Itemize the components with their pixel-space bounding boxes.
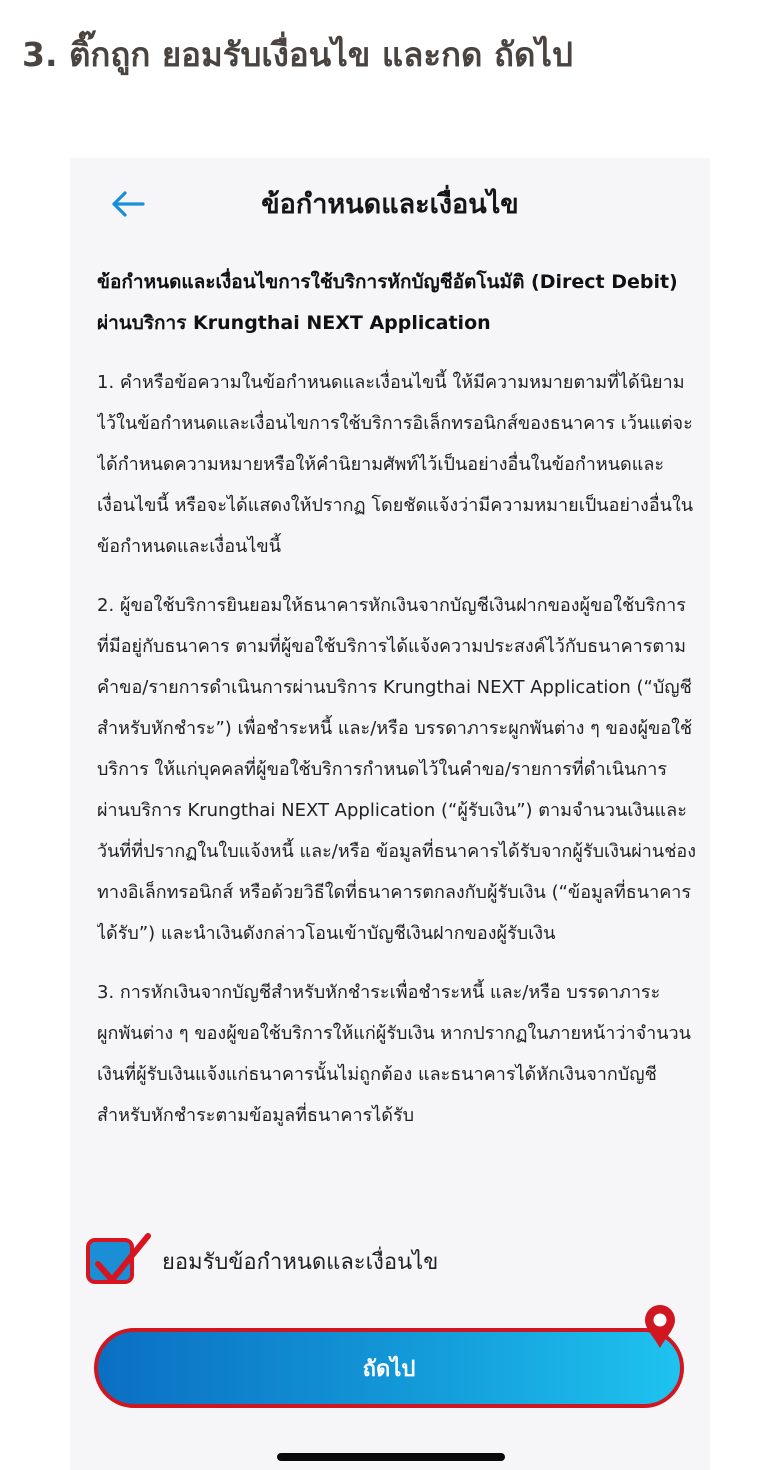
accept-terms-row[interactable] xyxy=(86,1238,438,1284)
phone-screen xyxy=(70,158,710,1470)
terms-clause-1: 1. คำหรือข้อความในข้อกำหนดและเงื่อนไขนี้ ให้มีความหมายตามที่ได้นิยามไว้ในข้อกำหนดและเงื่อนไขการใช้บริการอิเล็กทรอนิกส์ของธนาคาร เว้นแต่จะได้กำหนดความหมายหรือให้คำนิยามศัพท์ไว้เป็นอย่างอื่นในข้อกำหนดและเงื่อนไขนี้ หรือจะได้แสดงให้ปรากฏ โดยชัดแจ้งว่ามีความหมายเป็นอย่างอื่นในข้อกำหนดและเงื่อนไขนี้ xyxy=(97,372,694,557)
next-button[interactable]: ถัดไป xyxy=(94,1328,684,1408)
instruction-heading: 3. ติ๊กถูก ยอมรับเงื่อนไข และกด ถัดไป xyxy=(22,35,573,74)
page-title: ข้อกำหนดและเงื่อนไข xyxy=(261,189,519,220)
terms-clause-3: 3. การหักเงินจากบัญชีสำหรับหักชำระเพื่อชำระหนี้ และ/หรือ บรรดาภาระผูกพันต่าง ๆ ของผู้ขอใช้บริการให้แก่ผู้รับเงิน หากปรากฏในภายหน้าว่าจำนวนเงินที่ผู้รับเงินแจ้งแก่ธนาคารนั้นไม่ถูกต้อง และธนาคารได้หักเงินจากบัญชีสำหรับหักชำระตามข้อมูลที่ธนาคารได้รับ xyxy=(97,982,691,1126)
accept-terms-label: ยอมรับข้อกำหนดและเงื่อนไข xyxy=(162,1249,439,1275)
location-pin-icon xyxy=(642,1304,678,1350)
accept-terms-checkbox[interactable] xyxy=(86,1238,134,1284)
terms-content[interactable] xyxy=(97,262,697,1234)
home-indicator xyxy=(277,1453,505,1461)
checkmark-icon xyxy=(88,1230,154,1288)
terms-heading: ข้อกำหนดและเงื่อนไขการใช้บริการหักบัญชีอัตโนมัติ (Direct Debit) ผ่านบริการ Krungthai NEXT Application xyxy=(97,271,678,334)
terms-clause-2: 2. ผู้ขอใช้บริการยินยอมให้ธนาคารหักเงินจากบัญชีเงินฝากของผู้ขอใช้บริการที่มีอยู่กับธนาคาร ตามที่ผู้ขอใช้บริการได้แจ้งความประสงค์ไว้กับธนาคารตามคำขอ/รายการดำเนินการผ่านบริการ Krungthai NEXT Application (“บัญชีสำหรับหักชำระ”) เพื่อชำระหนี้ และ/หรือ บรรดาภาระผูกพันต่าง ๆ ของผู้ขอใช้บริการ ให้แก่บุคคลที่ผู้ขอใช้บริการกำหนดไว้ในคำขอ/รายการที่ดำเนินการผ่านบริการ Krungthai NEXT Application (“ผู้รับเงิน”) ตามจำนวนเงินและวันที่ที่ปรากฏในใบแจ้งหนี้ และ/หรือ ข้อมูลที่ธนาคารได้รับจากผู้รับเงินผ่านช่องทางอิเล็กทรอนิกส์ หรือด้วยวิธีใดที่ธนาคารตกลงกับผู้รับเงิน (“ข้อมูลที่ธนาคารได้รับ”) และนำเงินดังกล่าวโอนเข้าบัญชีเงินฝากของผู้รับเงิน xyxy=(97,595,697,944)
